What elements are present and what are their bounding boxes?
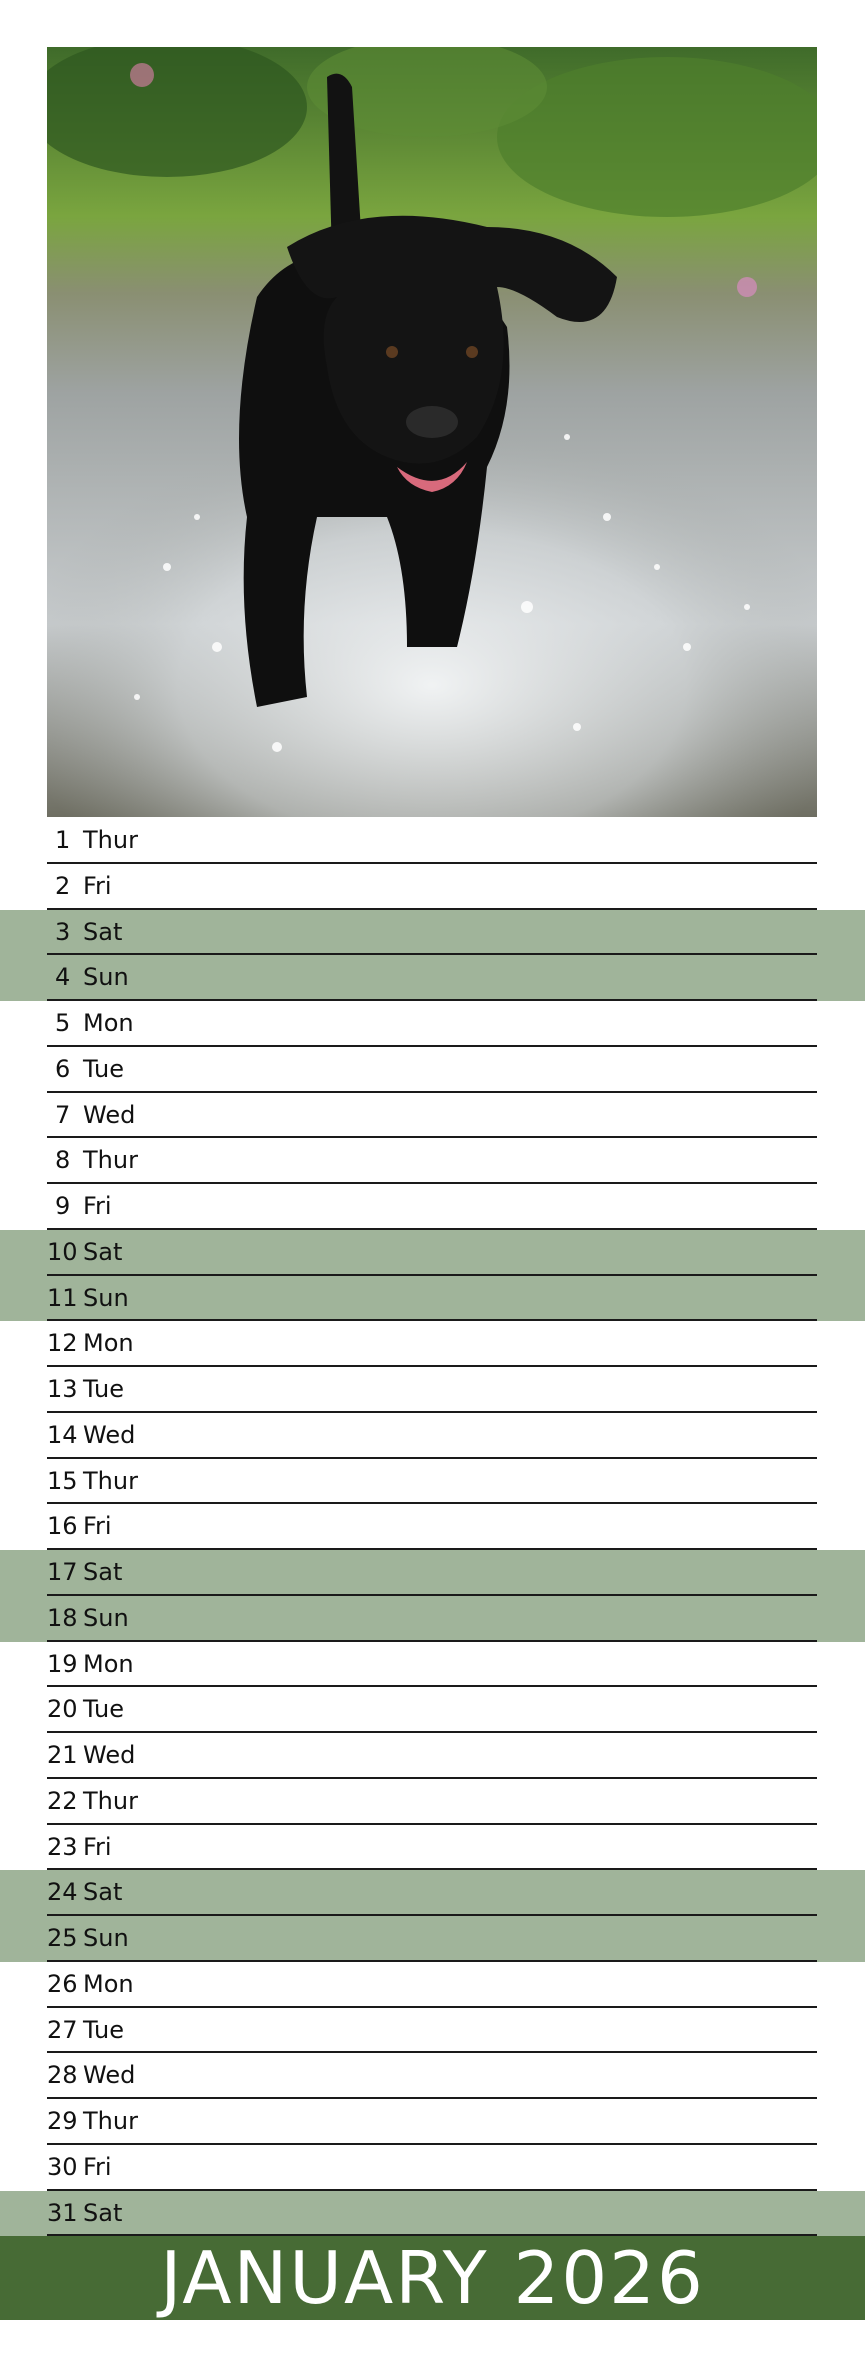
day-row (0, 818, 865, 864)
day-name: Wed (83, 1741, 136, 1769)
calendar-photo (47, 47, 817, 817)
day-name: Tue (83, 1375, 124, 1403)
day-name: Tue (83, 1054, 124, 1083)
day-number: 12 (47, 1329, 78, 1358)
day-name: Mon (83, 1969, 134, 1998)
day-label (47, 1642, 134, 1686)
day-label (47, 1001, 134, 1045)
day-row (0, 910, 865, 956)
day-row (0, 1047, 865, 1093)
day-number: 10 (47, 1237, 78, 1266)
day-number: 3 (55, 917, 71, 946)
month-title-banner (0, 2236, 865, 2320)
day-row (0, 1321, 865, 1367)
day-number: 18 (47, 1603, 78, 1632)
day-name: Fri (83, 871, 112, 900)
day-number: 30 (47, 2152, 78, 2181)
day-label (47, 1870, 122, 1914)
day-number: 14 (47, 1420, 78, 1449)
day-number: 9 (55, 1192, 71, 1220)
day-label (47, 1733, 135, 1777)
day-row (0, 1870, 865, 1916)
day-number: 15 (47, 1466, 78, 1495)
dog-photo-illustration (47, 47, 817, 817)
day-number: 24 (47, 1878, 78, 1907)
day-label (47, 1413, 135, 1457)
day-label (47, 2099, 138, 2143)
day-number: 22 (47, 1786, 78, 1815)
day-label (47, 1367, 124, 1411)
day-row (0, 955, 865, 1001)
day-name: Sun (83, 1924, 129, 1952)
day-number: 23 (47, 1832, 78, 1861)
day-row (0, 1184, 865, 1230)
day-label (47, 1459, 138, 1503)
day-name: Thur (83, 826, 138, 854)
day-label (47, 2008, 124, 2052)
day-number: 16 (47, 1512, 78, 1541)
day-label (47, 955, 129, 999)
day-label (47, 1230, 122, 1274)
day-name: Sat (83, 1878, 123, 1907)
day-number: 8 (55, 1146, 71, 1175)
day-label (47, 1093, 135, 1137)
day-row (0, 1138, 865, 1184)
day-row (0, 1596, 865, 1642)
day-row (0, 1916, 865, 1962)
day-row (0, 1001, 865, 1047)
day-number: 2 (55, 871, 71, 900)
day-label (47, 1047, 124, 1091)
day-label (47, 1276, 129, 1320)
day-label (47, 864, 112, 908)
month-title: JANUARY 2026 (160, 2236, 705, 2320)
day-name: Fri (83, 1192, 112, 1220)
day-number: 19 (47, 1649, 78, 1678)
day-row (0, 2099, 865, 2145)
day-row (0, 864, 865, 910)
day-row (0, 1276, 865, 1322)
day-label (47, 1825, 112, 1869)
day-label (47, 2145, 112, 2189)
day-name: Thur (83, 1786, 138, 1815)
day-row (0, 2008, 865, 2054)
day-number: 29 (47, 2107, 78, 2135)
day-list (0, 818, 865, 2236)
day-label (47, 818, 138, 862)
day-name: Sun (83, 1283, 129, 1312)
day-number: 5 (55, 1009, 71, 1037)
day-name: Sun (83, 1603, 129, 1632)
day-number: 28 (47, 2061, 78, 2090)
day-label (47, 1138, 138, 1182)
day-row (0, 1687, 865, 1733)
day-number: 20 (47, 1695, 78, 1724)
day-name: Tue (83, 1695, 124, 1724)
day-name: Thur (83, 2107, 138, 2135)
day-row (0, 2191, 865, 2237)
day-name: Tue (83, 2015, 124, 2044)
day-row (0, 1550, 865, 1596)
day-label (47, 1779, 138, 1823)
day-name: Sat (83, 1237, 123, 1266)
day-label (47, 1184, 112, 1228)
day-label (47, 910, 122, 954)
day-name: Wed (83, 1420, 136, 1449)
day-name: Fri (83, 2152, 112, 2181)
day-label (47, 1687, 124, 1731)
day-label (47, 1916, 129, 1960)
day-name: Wed (83, 2061, 136, 2090)
day-number: 6 (55, 1054, 71, 1083)
day-number: 17 (47, 1558, 78, 1586)
day-number: 11 (47, 1283, 78, 1312)
day-label (47, 2053, 135, 2097)
day-row (0, 1367, 865, 1413)
day-name: Thur (83, 1146, 138, 1175)
day-label (47, 1550, 122, 1594)
day-name: Thur (83, 1466, 138, 1495)
day-name: Mon (83, 1009, 134, 1037)
day-name: Mon (83, 1649, 134, 1678)
day-number: 31 (47, 2198, 78, 2227)
day-row (0, 2053, 865, 2099)
day-row (0, 1962, 865, 2008)
day-row (0, 1459, 865, 1505)
day-number: 4 (55, 963, 71, 992)
day-number: 7 (55, 1100, 71, 1129)
day-row (0, 1779, 865, 1825)
day-name: Wed (83, 1100, 136, 1129)
day-label (47, 1504, 112, 1548)
day-row (0, 1504, 865, 1550)
day-label (47, 1596, 129, 1640)
day-number: 27 (47, 2015, 78, 2044)
day-row (0, 1230, 865, 1276)
day-number: 13 (47, 1375, 78, 1403)
day-name: Mon (83, 1329, 134, 1358)
day-number: 21 (47, 1741, 78, 1769)
day-row (0, 1733, 865, 1779)
day-row (0, 1825, 865, 1871)
day-name: Sat (83, 1558, 123, 1586)
day-number: 1 (55, 826, 71, 854)
day-name: Sat (83, 917, 123, 946)
day-number: 25 (47, 1924, 78, 1952)
day-row (0, 2145, 865, 2191)
day-name: Fri (83, 1832, 112, 1861)
day-name: Sun (83, 963, 129, 992)
day-label (47, 2191, 122, 2235)
day-label (47, 1321, 134, 1365)
day-row (0, 1413, 865, 1459)
day-label (47, 1962, 134, 2006)
day-row (0, 1642, 865, 1688)
day-row (0, 1093, 865, 1139)
day-number: 26 (47, 1969, 78, 1998)
day-name: Sat (83, 2198, 123, 2227)
day-name: Fri (83, 1512, 112, 1541)
